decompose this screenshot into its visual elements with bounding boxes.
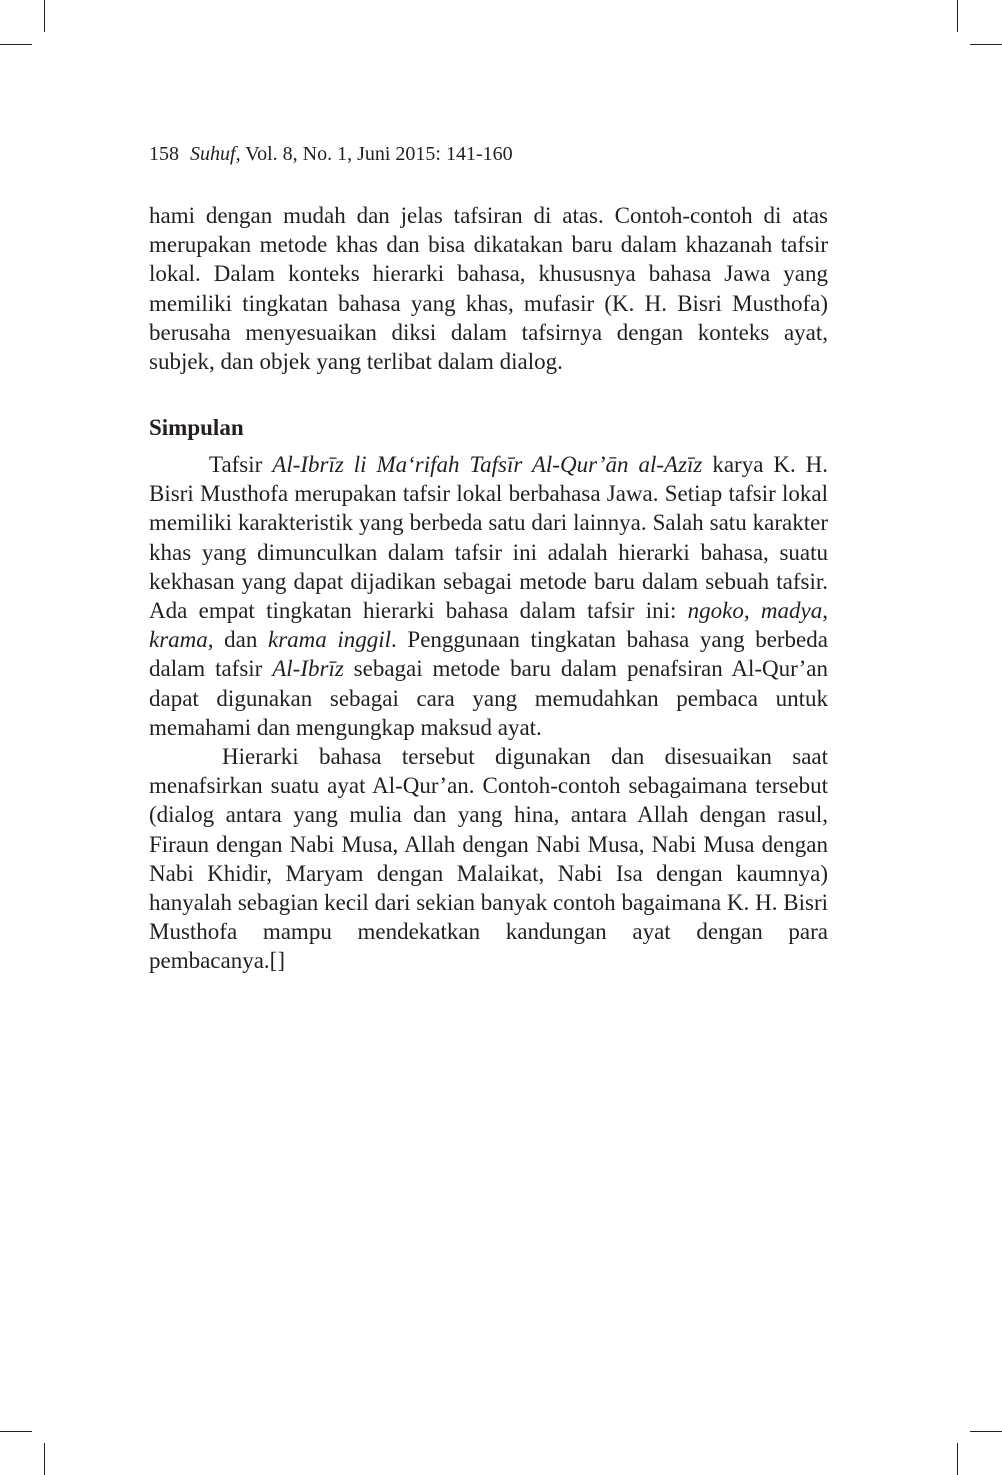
crop-mark <box>44 0 45 32</box>
language-level-term: krama inggil <box>267 627 392 653</box>
crop-mark <box>0 44 32 45</box>
tafsir-title: Al-Ibrīz li Ma‘rifah Tafsīr Al-Qur’ān al-Azīz <box>272 452 703 477</box>
crop-mark <box>0 1431 32 1432</box>
conclusion-body <box>149 450 828 976</box>
text-run: karya K. H. Bisri Musthofa merupakan tafsir lokal berbahasa Jawa. Setiap tafsir lokal memiliki karakteristik yang berbeda satu dari lainnya. Salah satu karakter khas yang dimunculkan dalam tafsir ini adalah hierarki bahasa, suatu kekhasan yang dapat dijadikan sebagai metode baru dalam sebuah tafsir. Ada empat tingkatan hierarki bahasa dalam tafsir ini: <box>149 452 829 624</box>
page-number: 158 <box>149 143 179 165</box>
language-level-term: krama <box>149 627 208 653</box>
tafsir-short-title: Al-Ibrīz <box>272 656 344 682</box>
text-run: sebagai metode baru dalam penafsiran Al-Qur’an dapat digunakan sebagai cara yang memudahkan pembaca untuk memahami dan mengungkap maksud ayat. <box>149 656 828 740</box>
text-run: , dan <box>207 627 268 653</box>
language-level-term: ngoko, madya <box>687 598 823 624</box>
conclusion-paragraph-1 <box>149 450 828 742</box>
crop-mark <box>970 1431 1002 1432</box>
journal-title: Suhuf <box>190 143 236 165</box>
crop-mark <box>957 0 958 32</box>
crop-mark <box>970 44 1002 45</box>
crop-mark <box>44 1443 45 1475</box>
intro-paragraph <box>149 201 828 376</box>
journal-citation: , Vol. 8, No. 1, Juni 2015: 141-160 <box>235 143 513 165</box>
text-run: . Penggunaan tingkatan bahasa yang berbeda dalam tafsir <box>149 627 828 682</box>
section-heading: Simpulan <box>149 415 244 440</box>
text-run: Tafsir <box>209 452 273 477</box>
intro-paragraph-text: hami dengan mudah dan jelas tafsiran di atas. Contoh-contoh di atas merupakan metode khas dan bisa dikatakan baru dalam khazanah tafsir lokal. Dalam konteks hierarki bahasa, khususnya bahasa Jawa yang memiliki tingkatan bahasa yang khas, mufasir (K. H. Bisri Musthofa) berusaha menyesuaikan diksi dalam tafsirnya dengan konteks ayat, subjek, dan objek yang terlibat dalam dialog. <box>149 203 828 375</box>
crop-mark <box>957 1443 958 1475</box>
running-header <box>149 140 513 168</box>
text-run: , <box>822 598 828 624</box>
conclusion-paragraph-2: Hierarki bahasa tersebut digunakan dan disesuaikan saat menafsirkan suatu ayat Al-Qur’an. Contoh-contoh sebagaimana tersebut (dialog antara yang mulia dan yang hina, antara Allah dengan rasul, Firaun dengan Nabi Musa, Allah dengan Nabi Musa, Nabi Musa dengan Nabi Khidir, Maryam dengan Malaikat, Nabi Isa dengan kaumnya) hanyalah sebagian kecil dari sekian banyak contoh bagaimana K. H. Bisri Musthofa mampu mendekatkan kandungan ayat dengan para pembacanya.[] <box>149 744 828 974</box>
